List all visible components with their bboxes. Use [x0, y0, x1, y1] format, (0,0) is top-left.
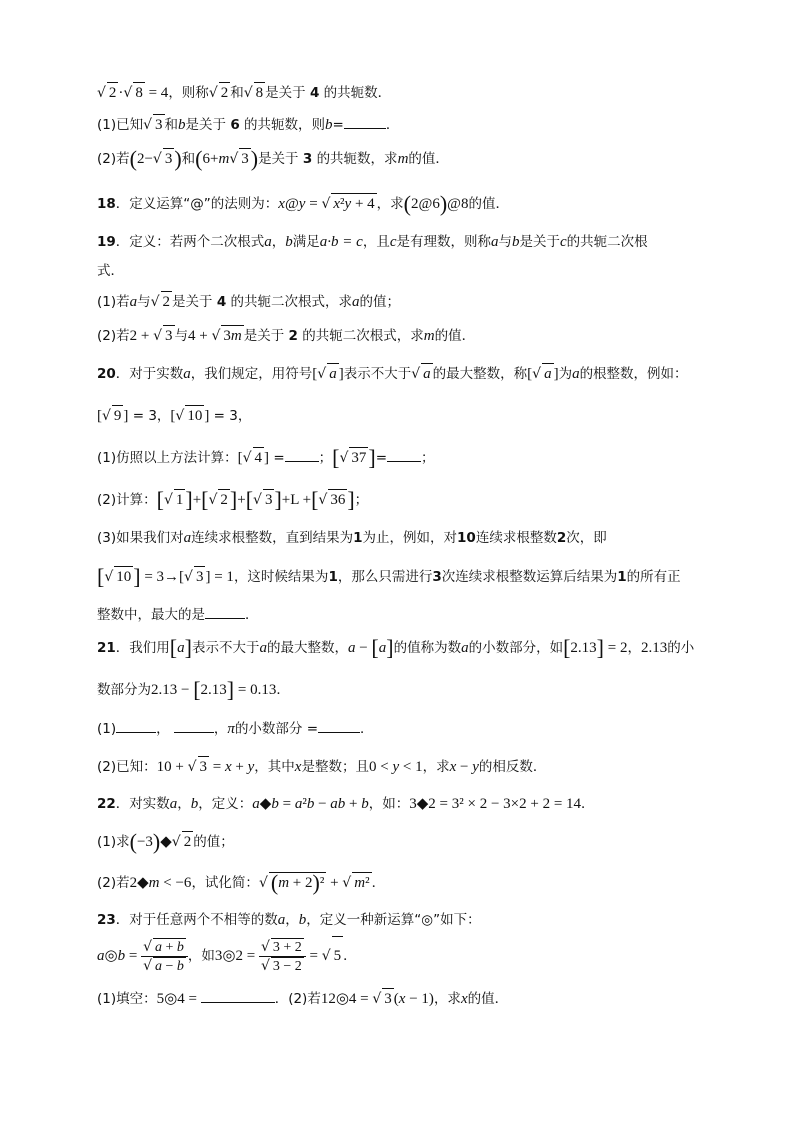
- q17-part2: (2)若(2−√ 3)和(6+m√ 3)是关于 3 的共轭数，求m的值．: [97, 146, 449, 171]
- q19-part1: (1)若a与√ 2 是关于 4 的共轭二次根式，求a的值；: [97, 291, 400, 312]
- q20-part2: (2)计算：[√ 1]+[√ 2]+[√ 3]+L +[√ 36]；: [97, 487, 369, 512]
- question-19: 19．定义：若两个二次根式a，b满足a·b = c，且c是有理数，则称a与b是关于c的共轭二次根: [97, 234, 648, 250]
- q21-part2: (2)已知：10 + √ 3 = x + y，其中x是整数；且0 < y < 1，求x − y的相反数．: [97, 756, 546, 777]
- q20-part1: (1)仿照以上方法计算：[√ 4 ] = ；[√ 37]= ；: [97, 445, 435, 470]
- q17-part1: (1)已知√ 3 和b是关于 6 的共轭数，则b= ．: [97, 114, 399, 135]
- question-18: 18．定义运算“@”的法则为：x@y = √ x²y + 4 ，求(2@6)@8的值．: [97, 191, 509, 216]
- q20-part3: (3)如果我们对a连续求根整数，直到结果为1为止，例如，对10连续求根整数2次，即: [97, 530, 607, 546]
- question-19-cont: 式．: [97, 263, 124, 279]
- q20-part3-end: 整数中，最大的是 ．: [97, 604, 259, 625]
- q22-part1: (1)求(−3)◆√ 2 的值；: [97, 829, 234, 854]
- answer-blank[interactable]: [318, 718, 360, 733]
- question-21: 21．我们用[a]表示不大于a的最大整数，a − [a]的值称为数a的小数部分，如[2.13] = 2，2.13的小: [97, 635, 695, 660]
- q22-part2: (2)若2◆m < −6，试化简：√ (m + 2)² + √ m² ．: [97, 870, 386, 895]
- q23-definition: a◎b = $\frac{√ a + b}{√ a - b}$ ，如3◎2 = $\frac{√ 3 + 2}{√ 3 - 2}$ = √ 5 ．: [97, 936, 357, 975]
- answer-blank[interactable]: [205, 604, 245, 619]
- answer-blank[interactable]: [285, 447, 319, 462]
- question-23: 23．对于任意两个不相等的数a，b，定义一种新运算“◎”如下：: [97, 912, 481, 928]
- q20-part3-cont: [√ 10] = 3→[√ 3 ] = 1，这时候结果为1，那么只需进行3次连续求根整数运算后结果为1的所有正: [97, 564, 681, 589]
- q23-parts: (1)填空：5◎4 = ．(2)若12◎4 = √ 3 (x − 1)，求x的值．: [97, 988, 508, 1009]
- answer-blank[interactable]: [201, 988, 275, 1003]
- q19-part2: (2)若2 + √ 3 与4 + √ 3m 是关于 2 的共轭二次根式，求m的值．: [97, 325, 475, 346]
- answer-blank[interactable]: [116, 718, 156, 733]
- question-22: 22．对实数a，b，定义：a◆b = a²b − ab + b，如：3◆2 = 3² × 2 − 3×2 + 2 = 14．: [97, 796, 595, 812]
- answer-blank[interactable]: [174, 718, 214, 733]
- line-conjugate-example: √ 2 ·√ 8 = 4，则称√ 2 和√ 8 是关于 4 的共轭数．: [97, 82, 391, 103]
- question-21-cont: 数部分为2.13 − [2.13] = 0.13．: [97, 677, 290, 702]
- question-20: 20．对于实数a，我们规定，用符号[√ a ]表示不大于√ a 的最大整数，称[√ a ]为a的根整数，例如：: [97, 363, 688, 384]
- q20-examples: [√ 9 ] = 3，[√ 10 ] = 3，: [97, 405, 251, 426]
- answer-blank[interactable]: [344, 114, 386, 129]
- q21-part1: (1) ， ，π的小数部分 = ．: [97, 718, 374, 739]
- answer-blank[interactable]: [387, 447, 421, 462]
